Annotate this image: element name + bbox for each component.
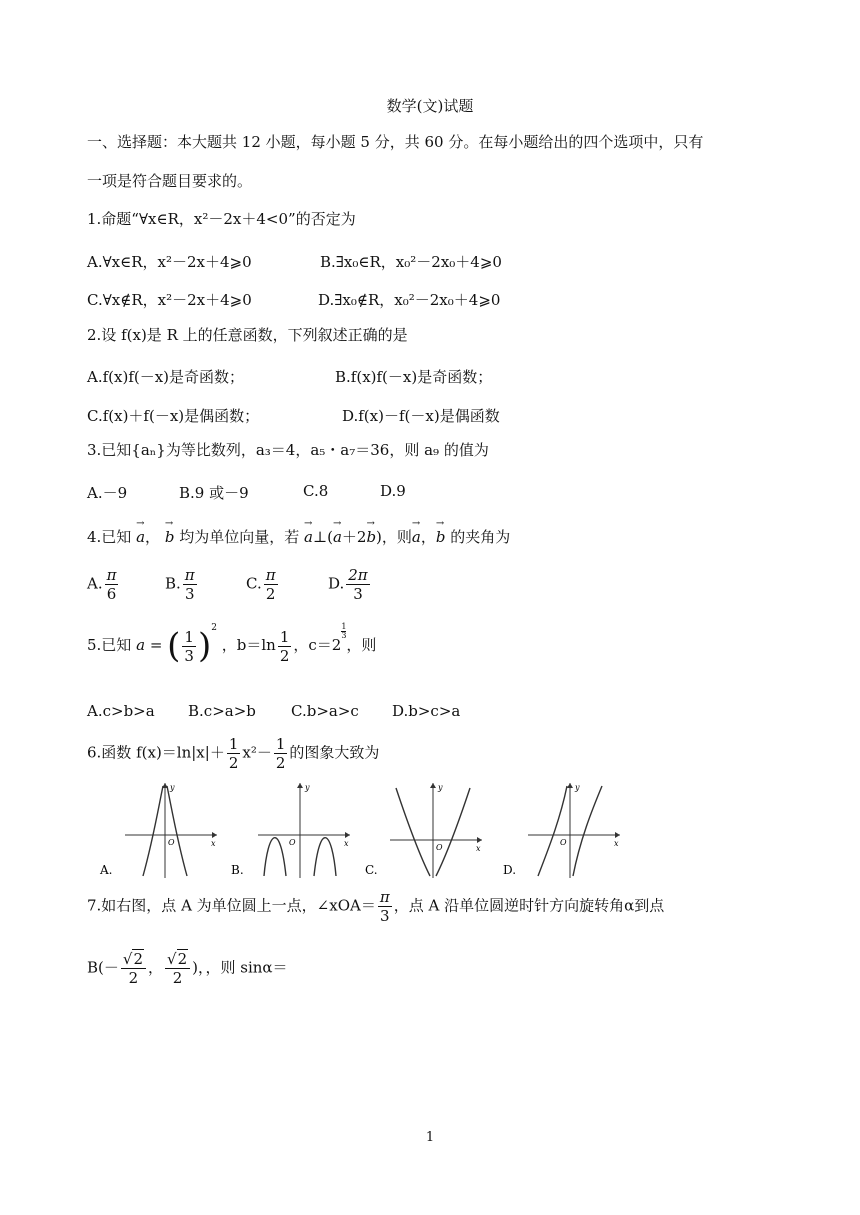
q1-option-d: D.∃x₀∉R，x₀²－2x₀＋4⩾0 — [318, 291, 501, 309]
vector-b: → b — [165, 530, 175, 545]
svg-text:x: x — [476, 844, 481, 853]
q2-option-b: B.f(x)f(－x)是奇函数； — [335, 368, 493, 386]
axis-y-label: y — [170, 783, 175, 792]
q5-option-d: D.b>c>a — [392, 702, 461, 720]
section-heading-line1: 一、选择题：本大题共 12 小题，每小题 5 分，共 60 分。在每小题给出的四个选项中，只有 — [87, 133, 704, 151]
q6-stem: 6.函数 f(x)＝ln|x|＋ $\frac{1}{2}$ x²－ $\frac{1}{2}$ 的图象大致为 — [87, 735, 380, 772]
q5-option-a: A.c>b>a — [87, 702, 155, 720]
axis-x-label: x — [211, 839, 216, 848]
graph-a-label: A. — [100, 863, 113, 877]
svg-text:y: y — [575, 783, 580, 792]
graph-d-label: D. — [503, 863, 517, 877]
svg-text:x: x — [614, 839, 619, 848]
q2-option-c: C.f(x)＋f(－x)是偶函数； — [87, 407, 260, 425]
svg-text:y: y — [438, 783, 443, 792]
q5-option-b: B.c>a>b — [188, 702, 256, 720]
q6-graph-d — [498, 780, 623, 880]
q1-option-c: C.∀x∉R，x²－2x＋4⩾0 — [87, 291, 252, 309]
vector-a: → a — [136, 530, 145, 545]
svg-text:O: O — [289, 838, 296, 847]
q2-stem: 2.设 f(x)是 R 上的任意函数，下列叙述正确的是 — [87, 326, 408, 344]
q3-option-a: A.－9 — [87, 484, 128, 502]
q7-stem-line1: 7.如右图，点 A 为单位圆上一点，∠xOA＝ $\frac{\pi}{3}$ ，点 A 沿单位圆逆时针方向旋转角α到点 — [87, 888, 665, 925]
q2-option-d: D.f(x)－f(－x)是偶函数 — [342, 407, 500, 425]
svg-text:O: O — [436, 843, 443, 852]
q5-option-c: C.b>a>c — [291, 702, 359, 720]
q3-option-b: B.9 或－9 — [179, 484, 249, 502]
q4-option-c: C. $\frac{\pi}{2}$ — [246, 566, 276, 603]
q4-option-a: A. $\frac{\pi}{6}$ — [87, 566, 117, 603]
q1-stem: 1.命题“∀x∈R，x²－2x＋4<0”的否定为 — [87, 210, 356, 228]
q3-option-d: D.9 — [380, 482, 406, 500]
page-title: 数学(文)试题 — [386, 97, 474, 115]
q1-option-a: A.∀x∈R，x²－2x＋4⩾0 — [87, 253, 252, 271]
q1-option-b: B.∃x₀∈R，x₀²－2x₀＋4⩾0 — [320, 253, 502, 271]
q6-graph-b — [228, 780, 353, 880]
q3-stem: 3.已知{aₙ}为等比数列，a₃＝4，a₅・a₇＝36，则 a₉ 的值为 — [87, 441, 489, 459]
q5-stem: 5.已知 a = ( $\frac{1}{3}$ )$^2$ ，b＝ln $\frac{1}{2}$ ，c＝2 $\frac{1}{3}$ ，则 — [87, 622, 377, 666]
q2-option-a: A.f(x)f(－x)是奇函数； — [87, 368, 245, 386]
q4-option-b: B. $\frac{\pi}{3}$ — [165, 566, 195, 603]
page-number: 1 — [425, 1130, 435, 1145]
graph-c-label: C. — [365, 863, 378, 877]
svg-text:O: O — [560, 838, 567, 847]
q6-graph-c — [360, 780, 485, 880]
q6-graph-a — [95, 780, 220, 880]
origin-label: O — [168, 838, 175, 847]
q4-option-d: D. $\frac{2\pi}{3}$ — [328, 566, 368, 603]
q3-option-c: C.8 — [303, 482, 329, 500]
section-heading-line2: 一项是符合题目要求的。 — [87, 172, 253, 190]
q7-stem-line2: B(－ $\frac{√2}{2}$ ， $\frac{√2}{2}$ )，，则 sinα＝ — [87, 950, 288, 987]
svg-text:x: x — [344, 839, 349, 848]
q4-stem: 4.已知 → a， → b 均为单位向量，若 → a⊥(→ a＋2→ b)，则→ a，→ b 的夹角为 — [87, 530, 510, 545]
graph-b-label: B. — [231, 863, 244, 877]
svg-text:y: y — [305, 783, 310, 792]
